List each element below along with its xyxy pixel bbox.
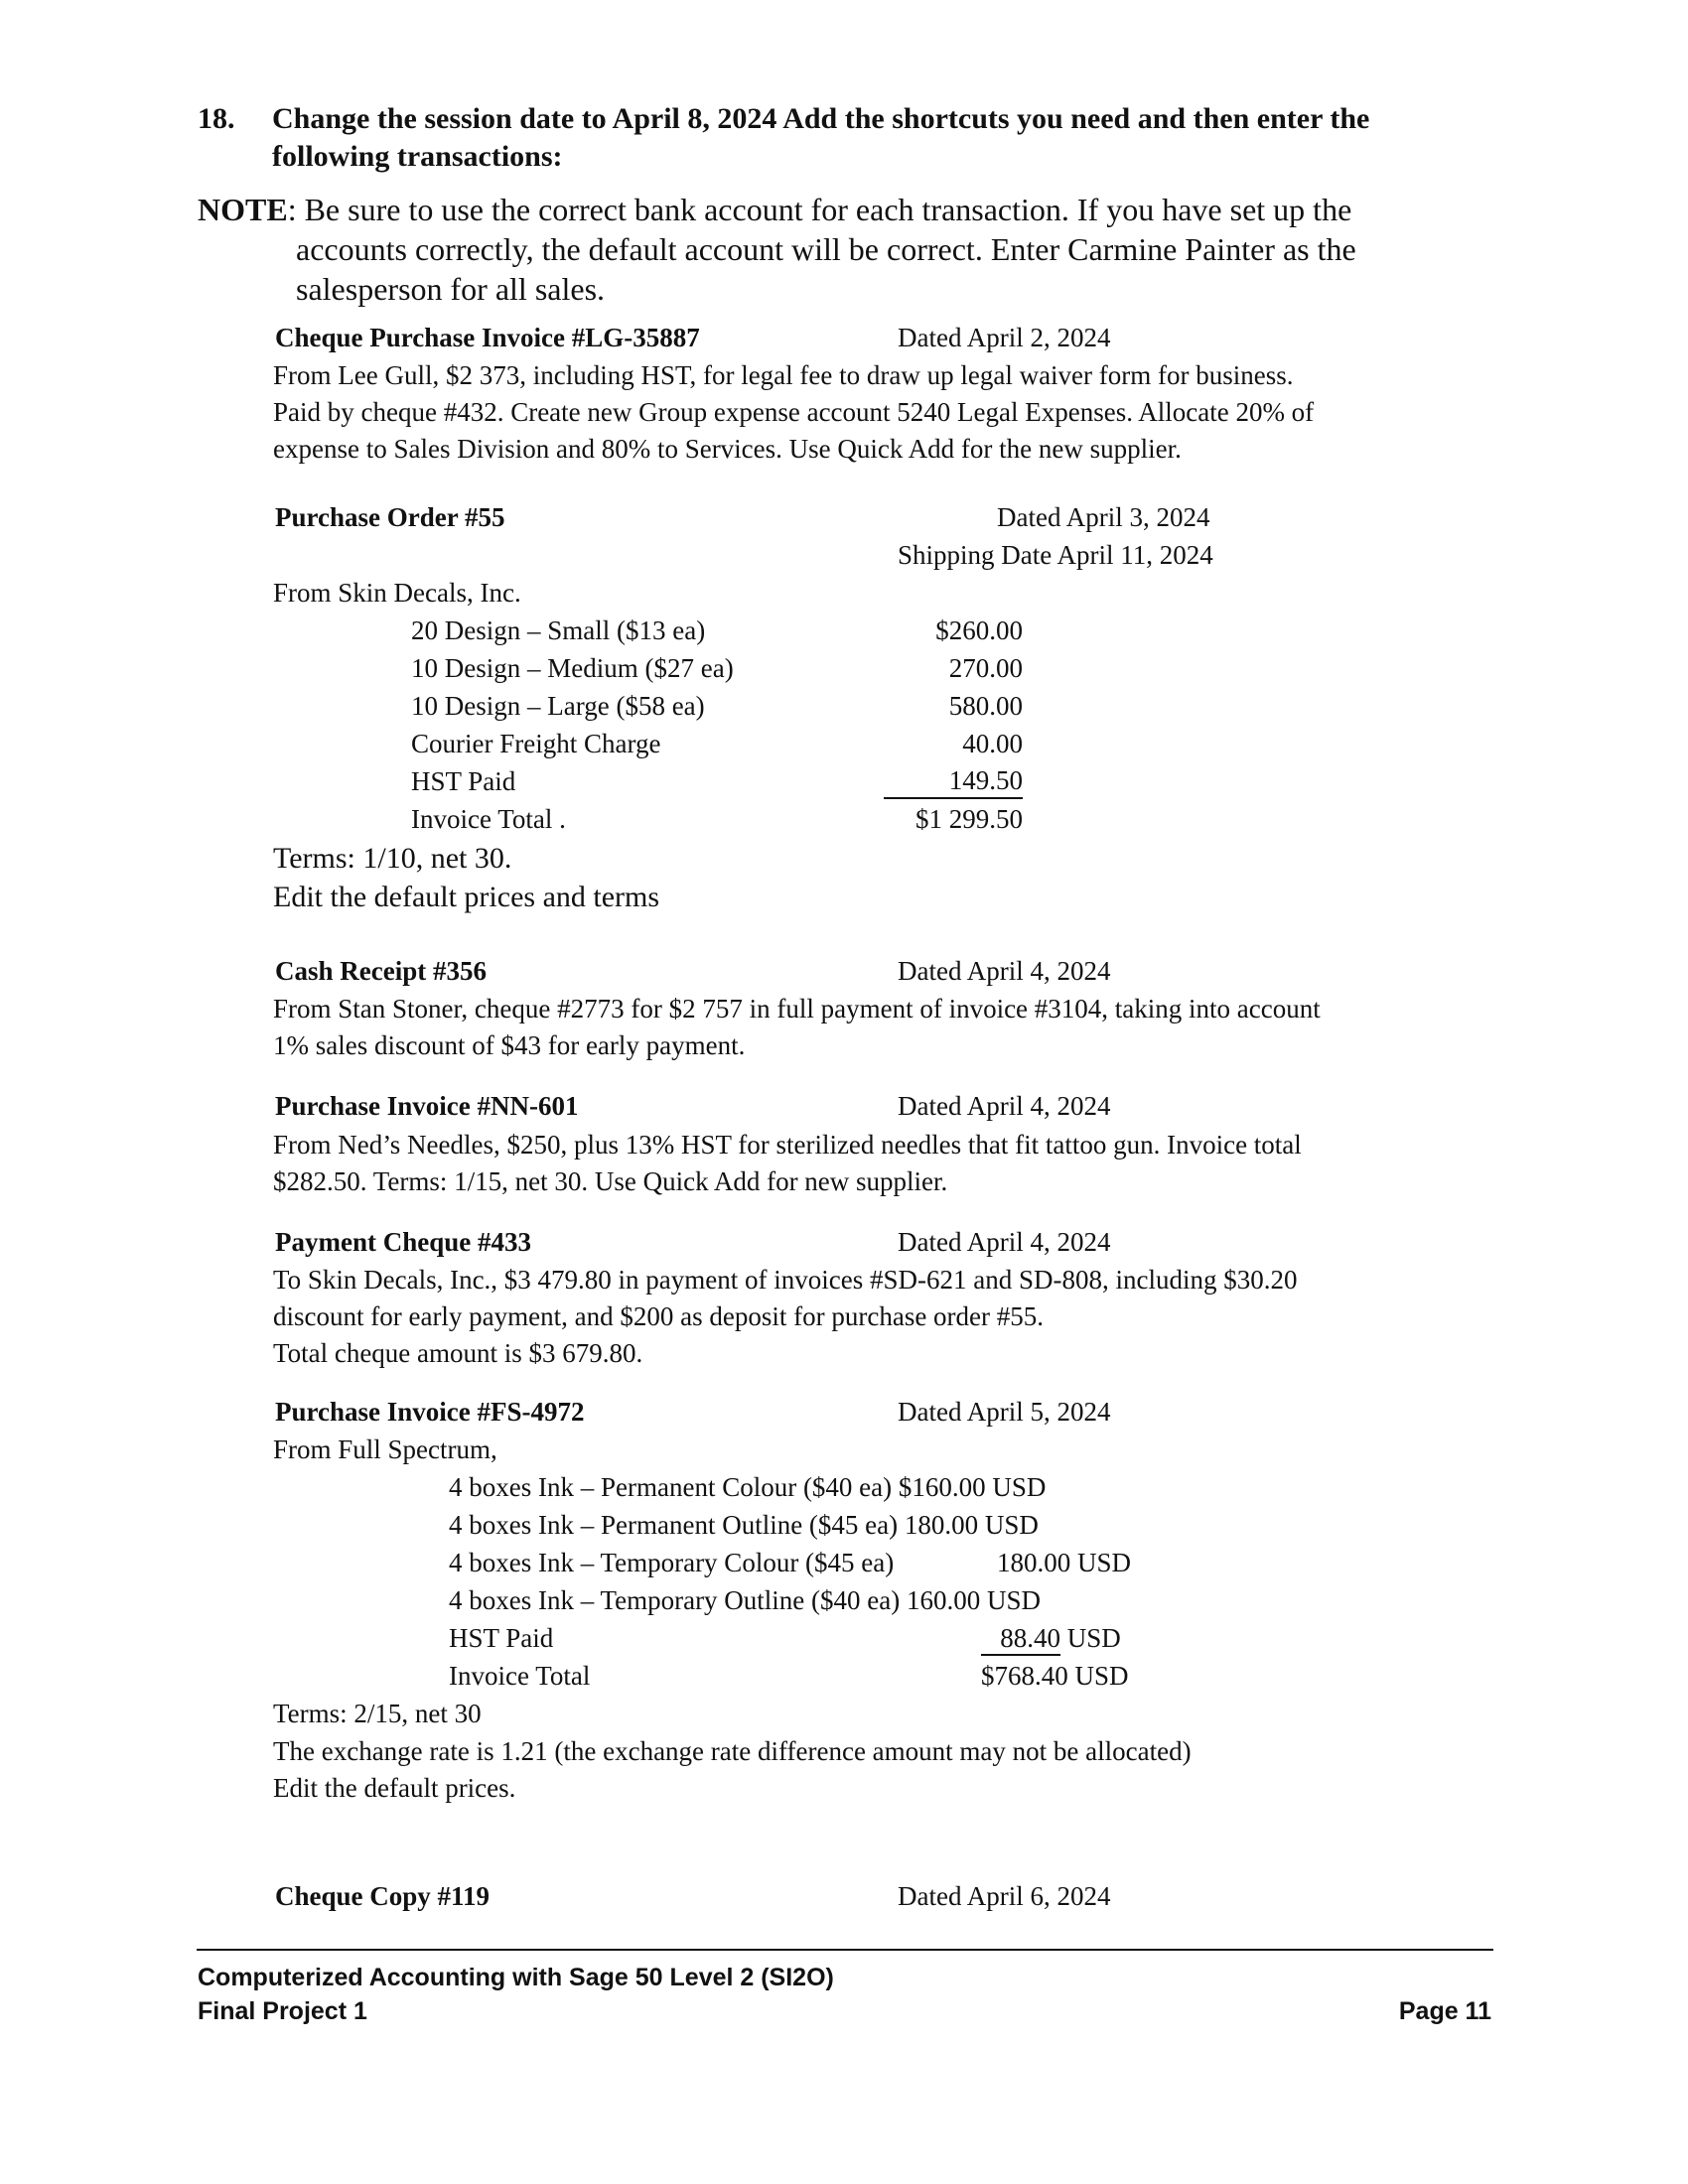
fs-terms: Terms: 2/15, net 30	[273, 1699, 482, 1728]
txn4-line: From Ned’s Needles, $250, plus 13% HST for sterilized needles that fit tattoo gun. Invoice total	[273, 1130, 1302, 1160]
txn5-line: discount for early payment, and $200 as deposit for purchase order #55.	[273, 1301, 1045, 1331]
txn3-title: Cash Receipt #356	[275, 956, 487, 986]
txn1-date: Dated April 2, 2024	[898, 323, 1111, 352]
po-item-desc: 20 Design – Small ($13 ea)	[411, 615, 706, 645]
footer-page-number: Page 11	[1398, 1997, 1491, 2025]
fs-tax-currency: USD	[1060, 1623, 1121, 1653]
note-text-1: : Be sure to use the correct bank account for each transaction. If you have set up the	[287, 192, 1352, 227]
txn6-title: Purchase Invoice #FS-4972	[275, 1397, 585, 1427]
po-item-amount: $260.00	[935, 615, 1023, 645]
note-line3: salesperson for all sales.	[296, 271, 606, 307]
fs-item: 4 boxes Ink – Permanent Colour ($40 ea) $160.00 USD	[449, 1472, 1047, 1502]
po-total-amount: $1 299.50	[915, 804, 1023, 834]
fs-total-amount: $768.40 USD	[981, 1661, 1129, 1691]
txn4-date: Dated April 4, 2024	[898, 1091, 1111, 1121]
po-tax-amount: 149.50	[884, 763, 1023, 799]
note-line1	[198, 190, 1351, 229]
txn4-line: $282.50. Terms: 1/15, net 30. Use Quick Add for new supplier.	[273, 1166, 948, 1196]
txn3-line: 1% sales discount of $43 for early payment.	[273, 1030, 746, 1060]
txn2-date: Dated April 3, 2024	[997, 502, 1210, 532]
txn5-line: To Skin Decals, Inc., $3 479.80 in payment of invoices #SD-621 and SD-808, including $30.20	[273, 1265, 1298, 1295]
txn1-line: expense to Sales Division and 80% to Services. Use Quick Add for the new supplier.	[273, 434, 1182, 464]
txn6-date: Dated April 5, 2024	[898, 1397, 1111, 1427]
fs-tax-amount: 88.40	[981, 1622, 1060, 1656]
fs-item: 4 boxes Ink – Temporary Outline ($40 ea) 160.00 USD	[449, 1585, 1042, 1615]
po-item-desc: Courier Freight Charge	[411, 729, 661, 758]
txn3-date: Dated April 4, 2024	[898, 956, 1111, 986]
po-terms: Terms: 1/10, net 30.	[273, 842, 512, 875]
txn5-title: Payment Cheque #433	[275, 1227, 531, 1257]
txn2-title: Purchase Order #55	[275, 502, 505, 532]
txn1-line: From Lee Gull, $2 373, including HST, for legal fee to draw up legal waiver form for business.	[273, 360, 1294, 390]
po-item-desc: 10 Design – Medium ($27 ea)	[411, 653, 734, 683]
txn7-date: Dated April 6, 2024	[898, 1881, 1111, 1911]
txn1-line: Paid by cheque #432. Create new Group expense account 5240 Legal Expenses. Allocate 20% of	[273, 397, 1315, 427]
step-title-line1: Change the session date to April 8, 2024 Add the shortcuts you need and then enter the	[272, 102, 1370, 135]
po-edit-note: Edit the default prices and terms	[273, 881, 660, 913]
fs-total-label: Invoice Total	[449, 1661, 591, 1691]
po-item-amount: 580.00	[948, 691, 1023, 721]
txn4-title: Purchase Invoice #NN-601	[275, 1091, 579, 1121]
po-total-label: Invoice Total .	[411, 804, 566, 834]
step-title-line2: following transactions:	[272, 140, 563, 173]
po-item-desc: 10 Design – Large ($58 ea)	[411, 691, 705, 721]
txn5-line: Total cheque amount is $3 679.80.	[273, 1338, 643, 1368]
po-item-amount: 270.00	[948, 653, 1023, 683]
txn3-line: From Stan Stoner, cheque #2773 for $2 757 in full payment of invoice #3104, taking into account	[273, 994, 1321, 1024]
txn2-from: From Skin Decals, Inc.	[273, 578, 521, 608]
fs-item: 4 boxes Ink – Permanent Outline ($45 ea) 180.00 USD	[449, 1510, 1039, 1540]
footer-book-title: Computerized Accounting with Sage 50 Level 2 (SI2O)	[198, 1964, 834, 1991]
txn7-title: Cheque Copy #119	[275, 1881, 491, 1911]
note-line2: accounts correctly, the default account will be correct. Enter Carmine Painter as the	[296, 231, 1356, 267]
txn1-title: Cheque Purchase Invoice #LG-35887	[275, 323, 700, 352]
note-label: NOTE	[198, 192, 288, 227]
txn6-from: From Full Spectrum,	[273, 1434, 497, 1464]
fs-exchange: The exchange rate is 1.21 (the exchange rate difference amount may not be allocated)	[273, 1736, 1192, 1766]
fs-edit-note: Edit the default prices.	[273, 1773, 516, 1803]
txn2-shipping: Shipping Date April 11, 2024	[898, 540, 1213, 570]
po-item-amount: 40.00	[962, 729, 1023, 758]
txn5-date: Dated April 4, 2024	[898, 1227, 1111, 1257]
fs-item: 4 boxes Ink – Temporary Colour ($45 ea)	[449, 1548, 895, 1577]
fs-item-amount: 180.00 USD	[997, 1548, 1132, 1577]
footer-divider	[197, 1949, 1493, 1951]
fs-tax-row	[981, 1620, 1121, 1656]
fs-tax-label: HST Paid	[449, 1623, 554, 1653]
po-tax-label: HST Paid	[411, 766, 516, 796]
footer-project: Final Project 1	[198, 1997, 367, 2025]
step-number: 18.	[198, 102, 235, 135]
